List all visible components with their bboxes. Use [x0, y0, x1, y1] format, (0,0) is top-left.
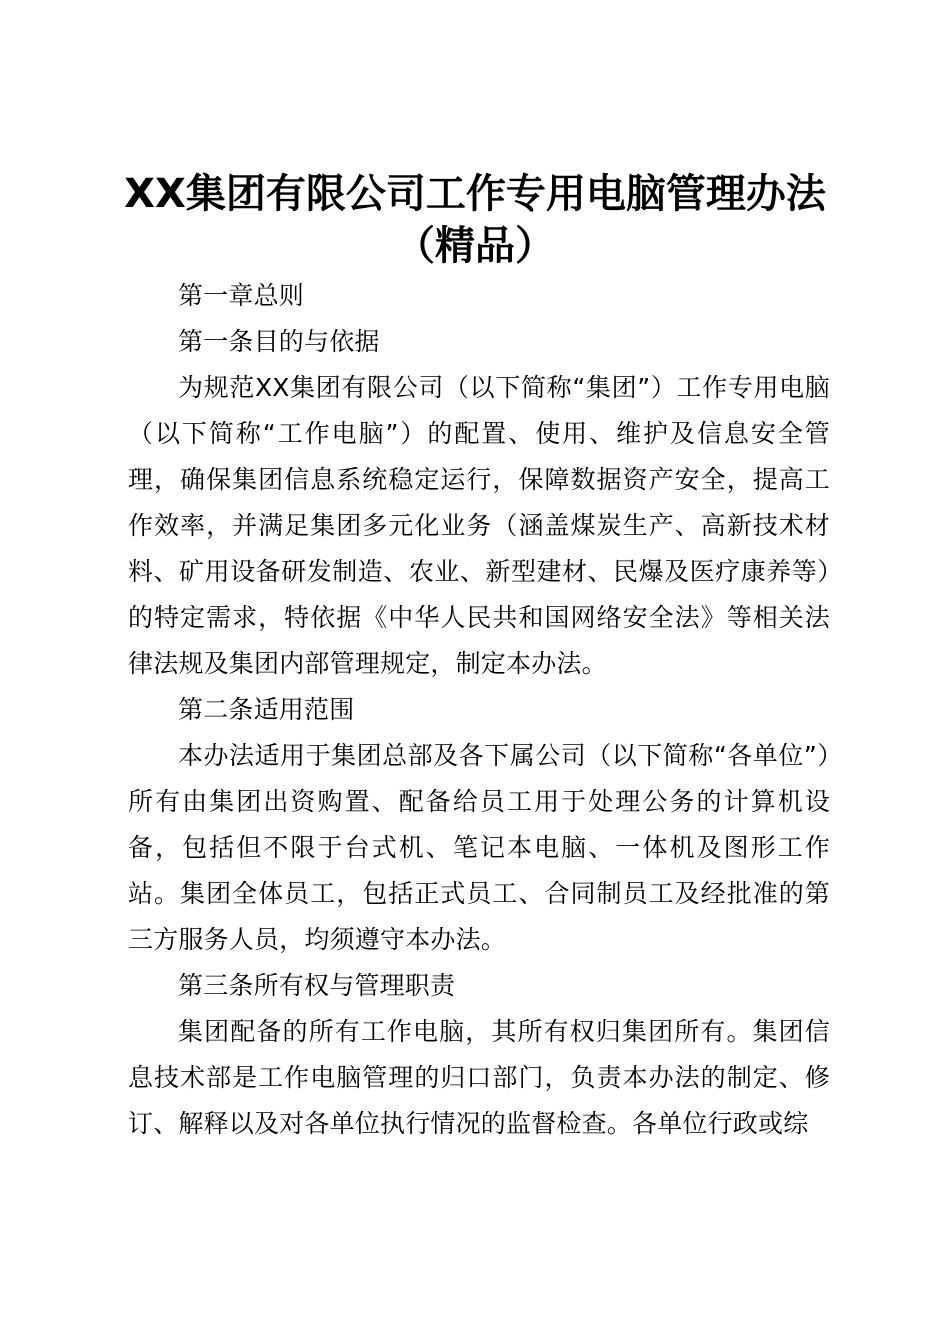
- document-body: [128, 273, 830, 1147]
- article-2-body: 本办法适用于集团总部及各下属公司（以下简称“各单位”）所有由集团出资购置、配备给员工用于处理公务的计算机设备，包括但不限于台式机、笔记本电脑、一体机及图形工作站。集团全体员工，包括正式员工、合同制员工及经批准的第三方服务人员，均须遵守本办法。: [128, 741, 830, 954]
- document-title: XX集团有限公司工作专用电脑管理办法（精品）: [124, 171, 826, 269]
- article-1-body: 为规范XX集团有限公司（以下简称“集团”）工作专用电脑（以下简称“工作电脑”）的配置、使用、维护及信息安全管理，确保集团信息系统稳定运行，保障数据资产安全，提高工作效率，并满足集团多元化业务（涵盖煤炭生产、高新技术材料、矿用设备研发制造、农业、新型建材、民爆及医疗康养等）的特定需求，特依据《中华人民共和国网络安全法》等相关法律法规及集团内部管理规定，制定本办法。: [128, 373, 830, 678]
- article-2-heading: 第二条适用范围: [178, 695, 355, 724]
- article-1-heading: 第一条目的与依据: [178, 327, 380, 356]
- article-3-heading: 第三条所有权与管理职责: [178, 971, 456, 1000]
- article-3-body: 集团配备的所有工作电脑，其所有权归集团所有。集团信息技术部是工作电脑管理的归口部门，负责本办法的制定、修订、解释以及对各单位执行情况的监督检查。各单位行政或综: [128, 1017, 830, 1138]
- chapter-heading: 第一章总则: [178, 281, 305, 310]
